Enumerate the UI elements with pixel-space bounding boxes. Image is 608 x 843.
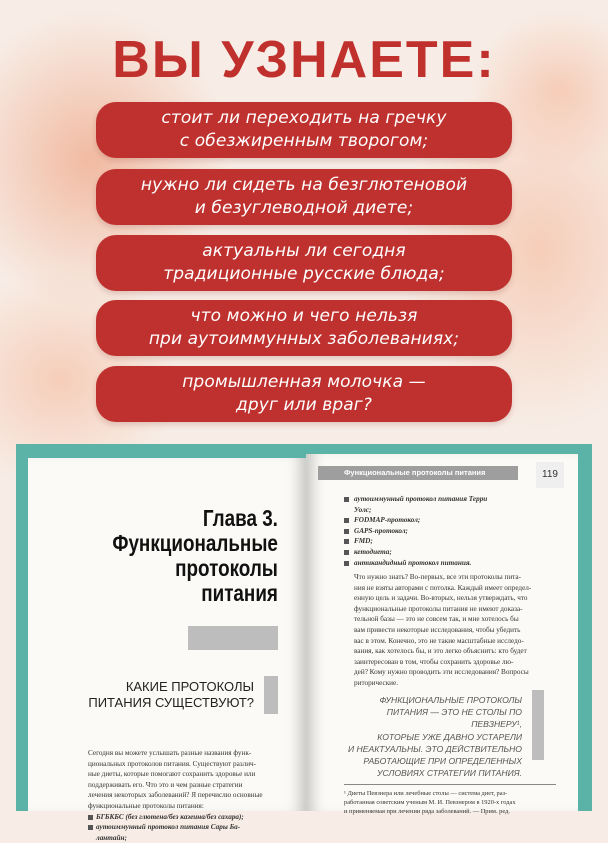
benefit-item-2 <box>96 169 512 225</box>
text-line: Что нужно знать? Во-первых, все эти протоколы пита- <box>354 573 521 581</box>
text-line: ные диеты, которые помогают сохранить здоровье или <box>88 770 256 779</box>
benefit-item-1-line2: с обезжиренным творогом; <box>179 131 429 151</box>
quote-line: УСЛОВИЯХ СТРАТЕГИИ ПИТАНИЯ. <box>377 768 522 779</box>
pull-quote <box>346 694 522 779</box>
text-line: риторические. <box>354 678 399 687</box>
benefit-item-2-line1: нужно ли сидеть на безглютеновой <box>140 175 468 195</box>
benefit-item-5-line1: промышленная молочка — <box>182 372 426 392</box>
text-line: функциональные протоколы питания: <box>88 801 204 810</box>
decor-grey-block <box>188 626 278 650</box>
text-line: функциональные протоколы питания не имеют доказа- <box>354 604 523 613</box>
text-line: Сегодня вы можете услышать разные названия функ- <box>88 749 252 757</box>
chapter-title-line: протоколы <box>175 555 278 581</box>
chapter-title-line: питания <box>201 580 278 606</box>
text-line: вания, как хотелось бы, и это легко объяснить: кто будет <box>354 647 527 656</box>
benefit-item-3-line1: актуальны ли сегодня <box>202 241 406 261</box>
headline: ВЫ УЗНАЕТЕ: <box>112 31 496 89</box>
list-item: кетодиета; <box>344 547 544 558</box>
benefit-item-1-line1: стоит ли переходить на гречку <box>161 108 447 128</box>
subheading-line: ПИТАНИЯ СУЩЕСТВУЮТ? <box>88 695 254 710</box>
benefit-item-1 <box>96 102 512 158</box>
list-item: аутоиммунный протокол питания Сары Ба- <box>88 822 300 833</box>
quote-line: ФУНКЦИОНАЛЬНЫЕ ПРОТОКОЛЫ <box>379 695 522 705</box>
text-line: вас в этом. Конечно, это не такие масштабные исследо- <box>354 636 524 645</box>
text-line: дей? Кому нужно проводить эти исследования? Вопросы <box>354 668 529 677</box>
chapter-title-line: Глава 3. <box>202 505 278 531</box>
book-right-page <box>306 454 578 815</box>
chapter-title <box>112 506 278 606</box>
page-number: 119 <box>536 462 564 488</box>
decor-grey-bar <box>264 676 278 714</box>
text-line: заинтересован в том, чтобы сохранить здоровье лю- <box>354 657 514 666</box>
subheading-line: КАКИЕ ПРОТОКОЛЫ <box>125 679 254 694</box>
list-item-continuation: Уолс; <box>354 505 372 514</box>
footnote-line: ¹ Диеты Певзнера или лечебные столы — система диет, раз- <box>344 790 508 797</box>
benefit-item-5-line2: друг или враг? <box>236 395 372 415</box>
footnote-line: и применяемая при лечении ряда заболеваний. — Прим. ред. <box>344 808 510 815</box>
benefit-item-3-line2: традиционные русские блюда; <box>163 264 445 284</box>
right-body-text <box>344 572 544 689</box>
book-left-page <box>28 458 306 842</box>
text-line: тельной базы — это не совсем так, и мне хотелось бы <box>354 615 519 624</box>
text-line: енную цель и задачи. Во-вторых, нельзя утверждать, что <box>354 594 528 603</box>
text-line: лечения некоторых заболеваний? Я перечислю основные <box>88 791 263 800</box>
list-item-continuation: лантайн; <box>96 833 127 842</box>
chapter-title-line: Функциональные <box>112 530 278 556</box>
list-item: FODMAP-протокол; <box>344 515 544 526</box>
benefit-item-4-line1: что можно и чего нельзя <box>190 306 418 326</box>
text-line: поддерживать его. Что это и чем разные стратегии <box>88 780 243 789</box>
list-item: GAPS-протокол; <box>344 526 544 537</box>
benefit-item-2-line2: и безуглеводной диете; <box>194 198 414 218</box>
footnote-line: работанная советским ученым М. И. Певзнером в 1920-х годах <box>344 799 516 806</box>
text-line: вам привести некоторые исследования, чтобы убедить <box>354 625 521 634</box>
benefit-item-4 <box>96 300 512 356</box>
list-item: антикандидный протокол питания. <box>344 558 544 569</box>
section-subheading <box>88 679 254 711</box>
left-body-text <box>88 748 300 843</box>
protocol-list <box>344 494 544 568</box>
list-item: аутоиммунный протокол питания Терри <box>344 494 544 505</box>
footnote <box>344 784 556 816</box>
benefit-item-4-line2: при аутоиммунных заболеваниях; <box>148 329 460 349</box>
decor-grey-bar <box>532 690 544 760</box>
quote-line: РАБОТАЮЩИЕ ПРИ ОПРЕДЕЛЕННЫХ <box>363 756 522 767</box>
benefit-item-3 <box>96 235 512 291</box>
running-head: Функциональные протоколы питания <box>318 466 518 480</box>
list-item: FMD; <box>344 536 544 547</box>
text-line: ния не взяты авторами с потолка. Каждый имеет определ- <box>354 583 532 592</box>
quote-line: ПИТАНИЯ — ЭТО НЕ СТОЛЫ ПО ПЕВЗНЕРУ¹, <box>386 707 522 730</box>
quote-line: КОТОРЫЕ УЖЕ ДАВНО УСТАРЕЛИ <box>377 731 522 742</box>
list-item: БГБКБС (без глютена/без казеина/без сахара); <box>88 812 300 823</box>
text-line: циональных протоколов питания. Существуют различ- <box>88 759 257 768</box>
quote-line: И НЕАКТУАЛЬНЫ. ЭТО ДЕЙСТВИТЕЛЬНО <box>348 743 522 754</box>
open-book <box>16 444 592 842</box>
benefit-item-5 <box>96 366 512 422</box>
